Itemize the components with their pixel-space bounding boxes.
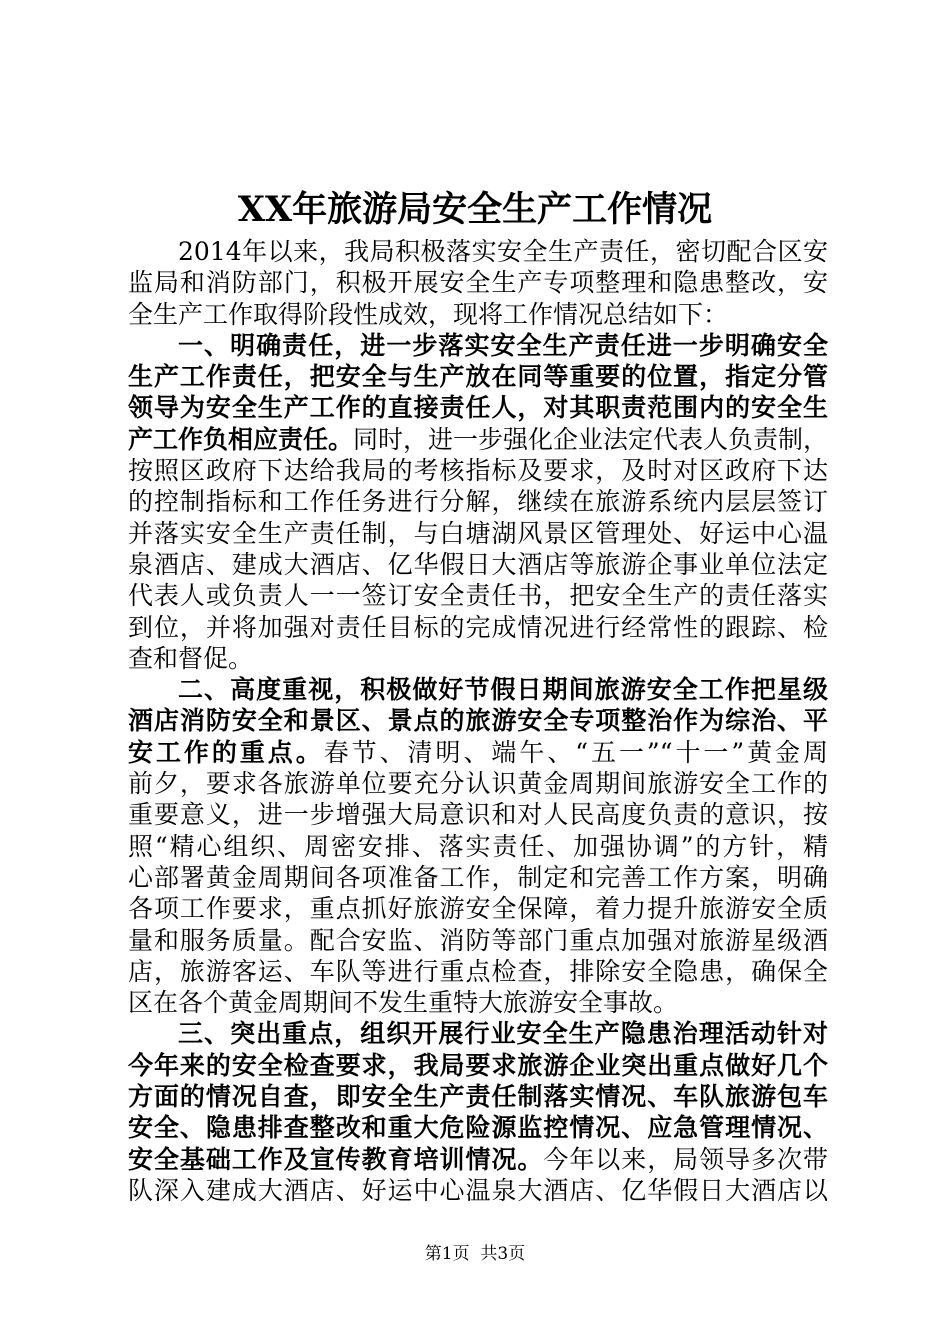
section2-body-line: 各项工作要求，重点抓好旅游安全保障，着力提升旅游安全质 — [128, 894, 828, 924]
section2-heading-end: 安工作的重点。 — [128, 737, 324, 767]
section1-mixed-line — [128, 424, 828, 455]
section3-heading-end: 安全基础工作及宣传教育培训情况。 — [128, 1144, 544, 1174]
section1-body-line: 的控制指标和工作任务进行分解，继续在旅游系统内层层签订 — [128, 487, 828, 517]
section3-heading-line: 安全、隐患排查整改和重大危险源监控情况、应急管理情况、 — [128, 1113, 828, 1143]
section1-heading-line: 一、明确责任，进一步落实安全生产责任进一步明确安全 — [178, 330, 828, 360]
section2-body-line: 量和服务质量。配合安监、消防等部门重点加强对旅游星级酒 — [128, 925, 828, 955]
section2-body-line: 区在各个黄金周期间不发生重特大旅游安全事故。 — [128, 988, 679, 1018]
section1-heading-line: 生产工作责任，把安全与生产放在同等重要的位置，指定分管 — [128, 362, 828, 392]
intro-line: 2014年以来，我局积极落实安全生产责任，密切配合区安 — [178, 237, 828, 266]
section1-heading-end: 产工作负相应责任。 — [128, 424, 354, 454]
section1-body-line: 查和督促。 — [128, 643, 254, 673]
section1-body-start: 同时，进一步强化企业法定代表人负责制， — [353, 424, 829, 454]
section3-mixed-line — [128, 1144, 828, 1175]
section2-heading-line: 酒店消防安全和景区、景点的旅游安全专项整治作为综治、平 — [128, 706, 828, 736]
document-body — [128, 236, 828, 1206]
section3-heading-line: 三、突出重点，组织开展行业安全生产隐患治理活动针对 — [178, 1019, 828, 1049]
section2-body-line: 前夕，要求各旅游单位要充分认识黄金周期间旅游安全工作的 — [128, 769, 828, 799]
page-footer: 第1页 共3页 — [424, 1244, 526, 1264]
section2-heading-line: 二、高度重视，积极做好节假日期间旅游安全工作把星级 — [178, 675, 828, 705]
section1-body-line: 代表人或负责人一一签订安全责任书，把安全生产的责任落实 — [128, 581, 828, 611]
section2-body-line: 心部署黄金周期间各项准备工作，制定和完善工作方案，明确 — [128, 862, 828, 892]
section2-body-start: 春节、清明、端午、“五一”“十一”黄金周 — [323, 737, 828, 767]
section1-heading-line: 领导为安全生产工作的直接责任人，对其职责范围内的安全生 — [128, 393, 828, 423]
section2-body-line: 重要意义，进一步增强大局意识和对人民高度负责的意识，按 — [128, 800, 828, 830]
intro-line: 监局和消防部门，积极开展安全生产专项整理和隐患整改，安 — [128, 268, 828, 298]
section3-heading-line: 今年来的安全检查要求，我局要求旅游企业突出重点做好几个 — [128, 1050, 828, 1080]
section3-body-start: 今年以来，局领导多次带 — [543, 1144, 828, 1174]
section1-body-line: 按照区政府下达给我局的考核指标及要求，及时对区政府下达 — [128, 456, 828, 486]
section2-body-line: 照“精心组织、周密安排、落实责任、加强协调”的方针，精 — [128, 831, 828, 861]
section1-body-line: 并落实安全生产责任制，与白塘湖风景区管理处、好运中心温 — [128, 518, 828, 548]
intro-line: 全生产工作取得阶段性成效，现将工作情况总结如下： — [128, 299, 729, 329]
section3-heading-line: 方面的情况自查，即安全生产责任制落实情况、车队旅游包车 — [128, 1082, 828, 1112]
section2-mixed-line — [128, 737, 828, 768]
document-title: XX年旅游局安全生产工作情况 — [237, 189, 713, 230]
section1-body-line: 泉酒店、建成大酒店、亿华假日大酒店等旅游企事业单位法定 — [128, 549, 828, 579]
section1-body-line: 到位，并将加强对责任目标的完成情况进行经常性的跟踪、检 — [128, 612, 828, 642]
section2-body-line: 店，旅游客运、车队等进行重点检查，排除安全隐患，确保全 — [128, 956, 828, 986]
section3-body-line: 队深入建成大酒店、好运中心温泉大酒店、亿华假日大酒店以 — [128, 1175, 828, 1205]
